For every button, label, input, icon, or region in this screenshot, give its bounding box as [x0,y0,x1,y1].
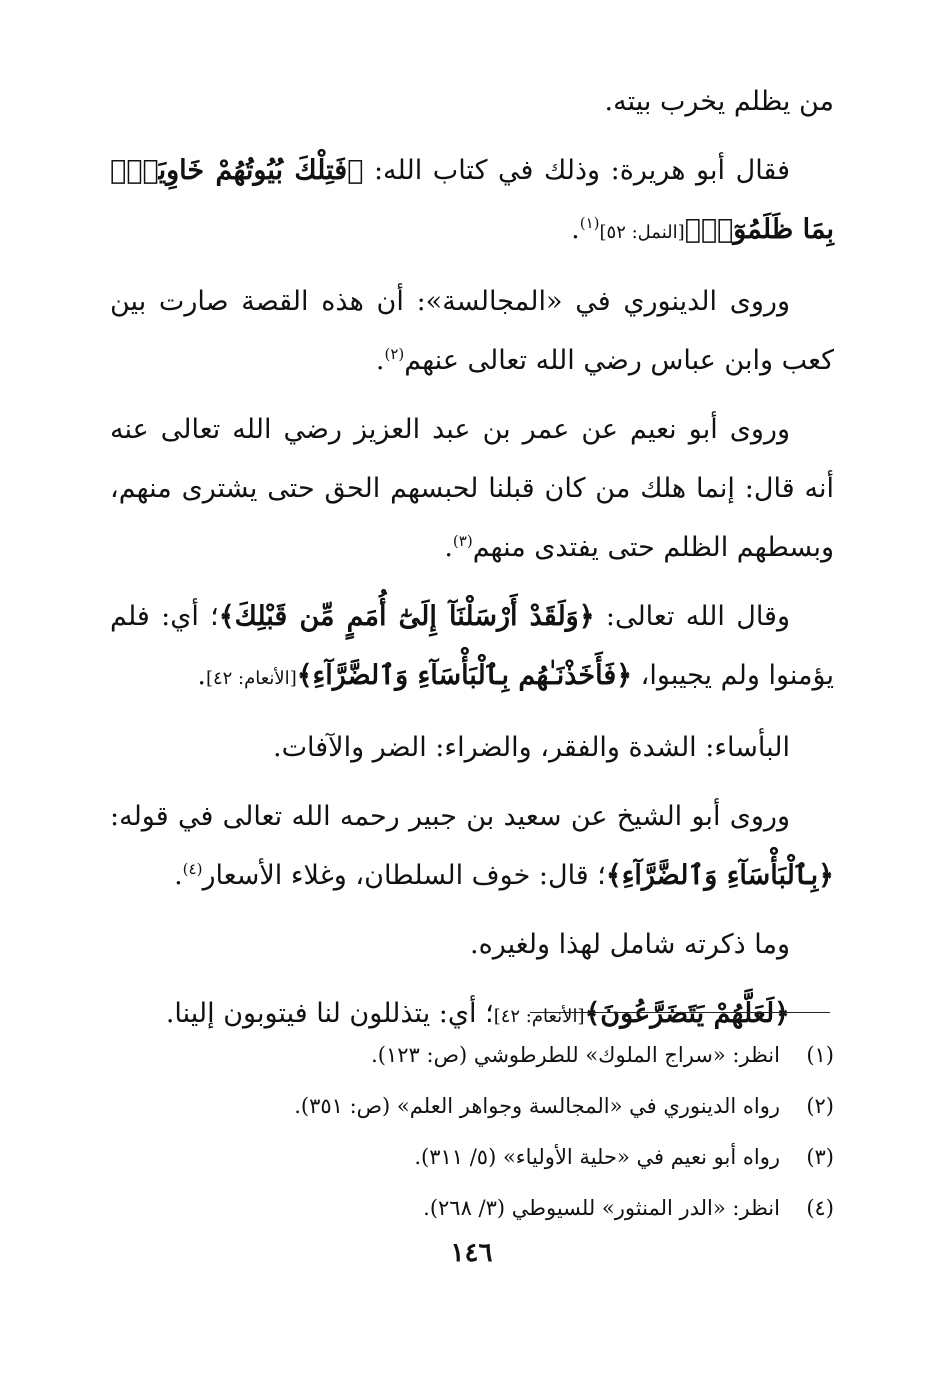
paragraph-7-tail: . [174,860,183,891]
quran-verse: ﴿فَتِلْكَ بُيُوتُهُمْ خَاوِيَةًۢ بِمَا ظَلَمُوٓا۟﴾ [110,155,834,245]
footnote-item [110,1030,834,1081]
paragraph-5-middle: ؛ أي: فلم يؤمنوا ولم يجيبوا، [110,601,834,691]
footnote-number: (٢) [806,1094,834,1118]
paragraph-7-text: وروى أبو الشيخ عن سعيد بن جبير رحمه الله تعالى في قوله: [110,801,790,832]
paragraph-6-text: البأساء: الشدة والفقر، والضراء: الضر والآفات. [273,732,790,763]
paragraph-5 [110,587,834,708]
verse-reference: [الأنعام: ٤٢] [205,668,297,689]
footnote-number: (٣) [806,1145,834,1169]
paragraph-8 [110,915,834,974]
paragraph-8-text: وما ذكرته شامل لهذا ولغيره. [470,929,790,960]
paragraph-5-tail: . [197,660,206,691]
paragraph-2-tail: . [571,214,580,245]
paragraph-5-text: وقال الله تعالى: [594,601,790,632]
paragraph-9-text: ؛ أي: يتذللون لنا فيتوبون إلينا. [165,998,494,1029]
footnote-text: انظر: «الدر المنثور» للسيوطي (٣/ ٢٦٨). [423,1196,780,1220]
paragraph-2-text: فقال أبو هريرة: وذلك في كتاب الله: [363,155,790,186]
paragraph-2 [110,141,834,262]
paragraph-3 [110,272,834,390]
quran-verse: ﴿وَلَقَدْ أَرْسَلْنَآ إِلَىٰٓ أُمَمٍ مِّن قَبْلِكَ﴾ [218,601,595,632]
footnote-item [110,1132,834,1183]
footnote-marker: (٢) [384,345,405,363]
paragraph-3-tail: . [375,345,385,376]
page-number: ١٤٦ [450,1238,493,1268]
footnote-marker: (٤) [182,860,203,878]
paragraph-7 [110,787,834,905]
verse-reference: [النمل: ٥٢] [599,222,685,243]
verse-reference: [الأنعام: ٤٢] [493,1006,585,1027]
paragraph-4 [110,400,834,577]
footnote-text: رواه أبو نعيم في «حلية الأولياء» (٥/ ٣١١). [414,1145,780,1169]
quran-verse: ﴿لَعَلَّهُمْ يَتَضَرَّعُونَ﴾ [584,998,790,1029]
main-text [110,72,834,1056]
paragraph-1 [110,72,834,131]
footnote-marker: (١) [579,214,600,232]
footnote-text: رواه الدينوري في «المجالسة وجواهر العلم» (ص: ٣٥١). [294,1094,780,1118]
quran-verse: ﴿فَأَخَذْنَـٰهُم بِٱلْبَأْسَآءِ وَٱلضَّرَّآءِ﴾ [296,660,633,691]
paragraph-7-middle: ؛ قال: خوف السلطان، وغلاء الأسعار [202,860,606,891]
footnote-text: انظر: «سراج الملوك» للطرطوشي (ص: ١٢٣). [371,1043,780,1067]
paragraph-6 [110,718,834,777]
footnote-number: (١) [806,1043,834,1067]
paragraph-1-text: من يظلم يخرب بيته. [604,86,834,117]
paragraph-4-text: وروى أبو نعيم عن عمر بن عبد العزيز رضي الله تعالى عنه أنه قال: إنما هلك من كان قبلنا لحبسهم الحق حتى يشترى منهم، وبسطهم الظلم حتى يفتدى منهم [110,414,834,563]
footnote-item [110,1081,834,1132]
footnote-item [110,1183,834,1234]
footnote-number: (٤) [806,1196,834,1220]
footnote-divider [530,1012,830,1013]
paragraph-4-tail: . [444,532,453,563]
paragraph-3-text: وروى الدينوري في «المجالسة»: أن هذه القصة صارت بين كعب وابن عباس رضي الله تعالى عنهم [110,286,834,376]
quran-verse: ﴿بِٱلْبَأْسَآءِ وَٱلضَّرَّآءِ﴾ [605,860,834,891]
footnotes [110,1030,834,1234]
footnote-marker: (٣) [452,532,473,550]
